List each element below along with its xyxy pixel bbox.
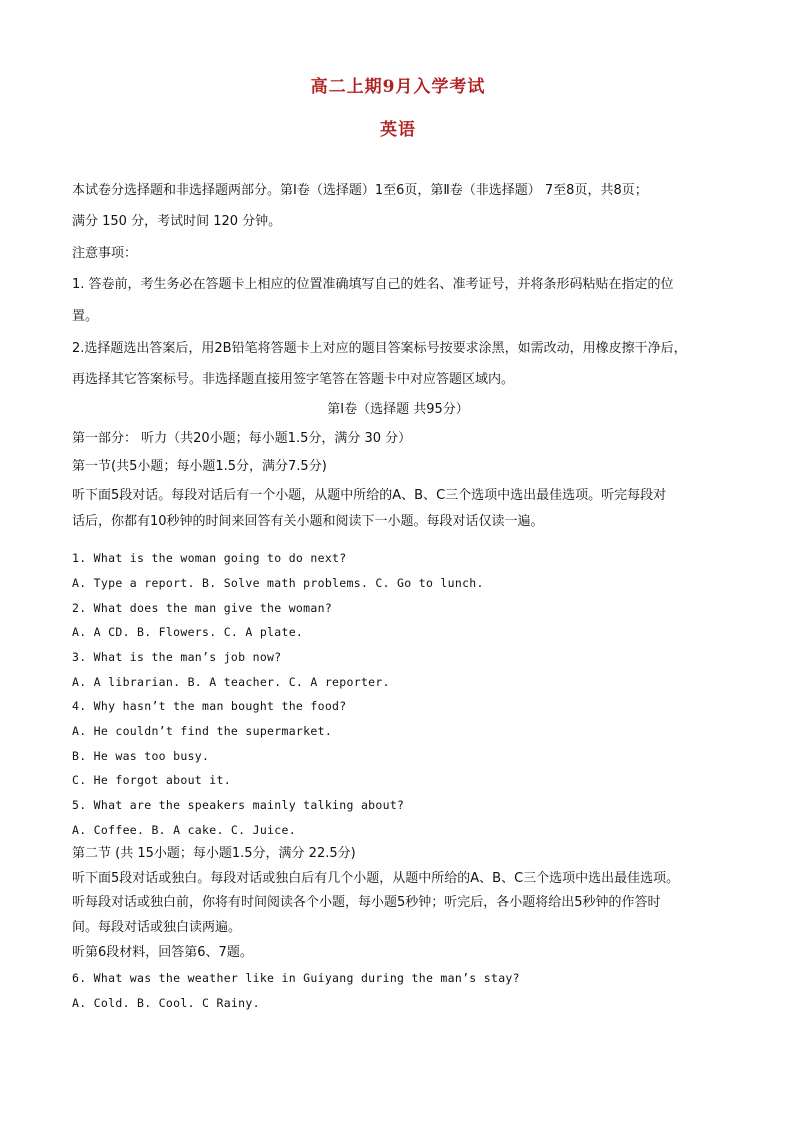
question-4-option-a: A. He couldn’t find the supermarket. <box>72 724 333 738</box>
question-4-option-c: C. He forgot about it. <box>72 773 231 787</box>
section2-desc-cont: 间。每段对话或独白读两遍。 <box>72 920 242 935</box>
note-1: 1. 答卷前，考生务必在答题卡上相应的位置准确填写自己的姓名、准考证号，并将条形码粘贴在指定的位 <box>72 277 674 292</box>
question-6: 6. What was the weather like in Guiyang during the man’s stay? <box>72 971 520 985</box>
question-1-options: A. Type a report. B. Solve math problems. C. Go to lunch. <box>72 576 484 590</box>
note-2-cont: 再选择其它答案标号。非选择题直接用签字笔答在答题卡中对应答题区域内。 <box>72 372 515 387</box>
section1-desc: 听下面5段对话。每段对话后有一个小题，从题中所给的A、B、C三个选项中选出最佳选项。听完每段对 <box>72 488 667 503</box>
question-4-option-b: B. He was too busy. <box>72 749 210 763</box>
question-3: 3. What is the man’s job now? <box>72 650 282 664</box>
section1-heading: 第一节(共5小题；每小题1.5分，满分7.5分) <box>72 459 327 474</box>
section1-desc-cont: 话后，你都有10秒钟的时间来回答有关小题和阅读下一小题。每段对话仅读一遍。 <box>72 514 544 529</box>
section2-desc-cont: 听每段对话或独白前，你将有时间阅读各个小题，每小题5秒钟；听完后，各小题将给出5秒钟的作答时 <box>72 895 661 910</box>
exam-subject: 英语 <box>380 120 416 140</box>
note-2: 2.选择题选出答案后，用2B铅笔将答题卡上对应的题目答案标号按要求涂黑，如需改动，用橡皮擦干净后， <box>72 341 687 356</box>
section-title: 第Ⅰ卷（选择题 共95分） <box>327 402 469 417</box>
section2-desc: 听下面5段对话或独白。每段对话或独白后有几个小题，从题中所给的A、B、C三个选项中选出最佳选项。 <box>72 871 680 886</box>
question-3-options: A. A librarian. B. A teacher. C. A reporter. <box>72 675 390 689</box>
section2-heading: 第二节 (共 15小题；每小题1.5分，满分 22.5分) <box>72 846 356 861</box>
question-4: 4. Why hasn’t the man bought the food? <box>72 699 347 713</box>
material-6-instruction: 听第6段材料，回答第6、7题。 <box>72 945 253 960</box>
question-2-options: A. A CD. B. Flowers. C. A plate. <box>72 625 304 639</box>
question-2: 2. What does the man give the woman? <box>72 601 333 615</box>
notes-heading: 注意事项： <box>72 246 138 261</box>
part1-heading: 第一部分： 听力（共20小题；每小题1.5分，满分 30 分） <box>72 431 412 446</box>
question-6-options: A. Cold. B. Cool. C Rainy. <box>72 996 260 1010</box>
instruction-line: 本试卷分选择题和非选择题两部分。第Ⅰ卷（选择题）1至6页，第Ⅱ卷（非选择题） 7至8页，共8页； <box>72 183 648 198</box>
question-5-options: A. Coffee. B. A cake. C. Juice. <box>72 823 296 837</box>
question-1: 1. What is the woman going to do next? <box>72 551 347 565</box>
question-5: 5. What are the speakers mainly talking about? <box>72 798 405 812</box>
note-1-cont: 置。 <box>72 309 99 324</box>
exam-title: 高二上期9月入学考试 <box>310 77 486 97</box>
instruction-line: 满分 150 分，考试时间 120 分钟。 <box>72 214 282 229</box>
